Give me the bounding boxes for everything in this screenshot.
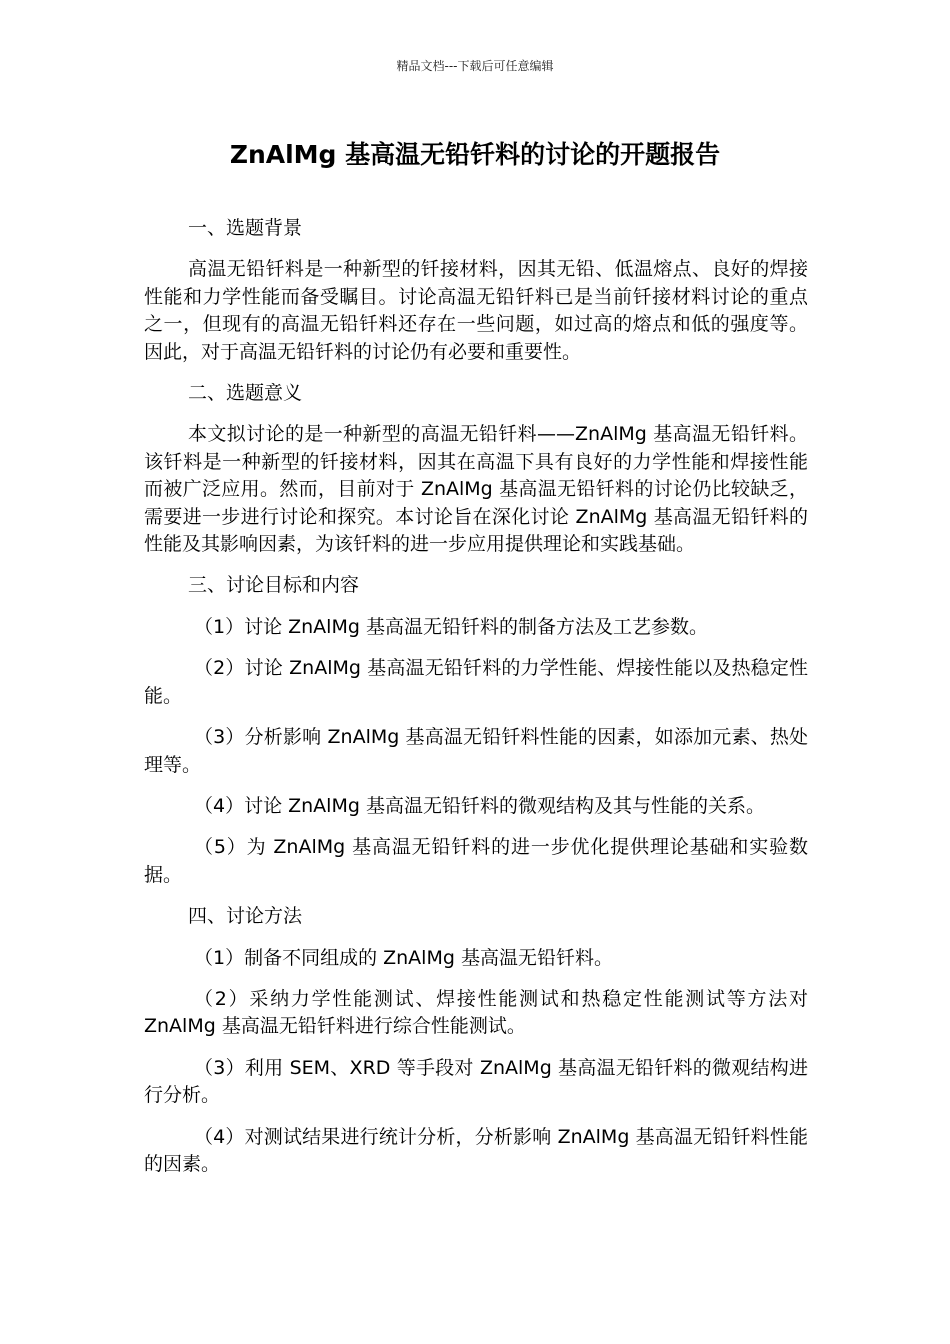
goal-item: （4）讨论 ZnAlMg 基高温无铅钎料的微观结构及其与性能的关系。: [194, 794, 765, 817]
section-heading-significance: 二、选题意义: [188, 382, 303, 405]
section-heading-background: 一、选题背景: [188, 217, 303, 239]
section-heading-methods: 四、讨论方法: [188, 905, 303, 928]
section-heading-goals: 三、讨论目标和内容: [188, 574, 360, 597]
method-item: （3）利用 SEM、XRD 等手段对 ZnAlMg 基高温无铅钎料的微观结构进行分析。: [144, 1056, 808, 1107]
goal-item: （5）为 ZnAlMg 基高温无铅钎料的进一步优化提供理论基础和实验数据。: [144, 836, 808, 886]
goal-item: （2）讨论 ZnAlMg 基高温无铅钎料的力学性能、焊接性能以及热稳定性能。: [144, 657, 808, 707]
header-note: 精品文档---下载后可任意编辑: [396, 59, 554, 73]
method-item: （2）采纳力学性能测试、焊接性能测试和热稳定性能测试等方法对 ZnAlMg 基高温无铅钎料进行综合性能测试。: [144, 987, 808, 1038]
method-item: （1）制备不同组成的 ZnAlMg 基高温无铅钎料。: [194, 946, 613, 969]
document-title: ZnAlMg 基高温无铅钎料的讨论的开题报告: [229, 140, 721, 169]
goal-item: （3）分析影响 ZnAlMg 基高温无铅钎料性能的因素，如添加元素、热处理等。: [144, 726, 808, 776]
goal-item: （1）讨论 ZnAlMg 基高温无铅钎料的制备方法及工艺参数。: [194, 615, 708, 638]
method-item: （4）对测试结果进行统计分析，分析影响 ZnAlMg 基高温无铅钎料性能的因素。: [144, 1125, 808, 1175]
section-text-background: 高温无铅钎料是一种新型的钎接材料，因其无铅、低温熔点、良好的焊接性能和力学性能而备受瞩目。讨论高温无铅钎料已是当前钎接材料讨论的重点之一，但现有的高温无铅钎料还存在一些问题，如过高的熔点和低的强度等。因此，对于高温无铅钎料的讨论仍有必要和重要性。: [144, 258, 808, 363]
document-body: [144, 215, 808, 1192]
section-text-significance: 本文拟讨论的是一种新型的高温无铅钎料——ZnAlMg 基高温无铅钎料。该钎料是一种新型的钎接材料，因其在高温下具有良好的力学性能和焊接性能而被广泛应用。然而，目前对于 ZnAlMg 基高温无铅钎料的讨论仍比较缺乏，需要进一步进行讨论和探究。本讨论旨在深化讨论 ZnAlMg 基高温无铅钎料的性能及其影响因素，为该钎料的进一步应用提供理论和实践基础。: [144, 423, 808, 556]
